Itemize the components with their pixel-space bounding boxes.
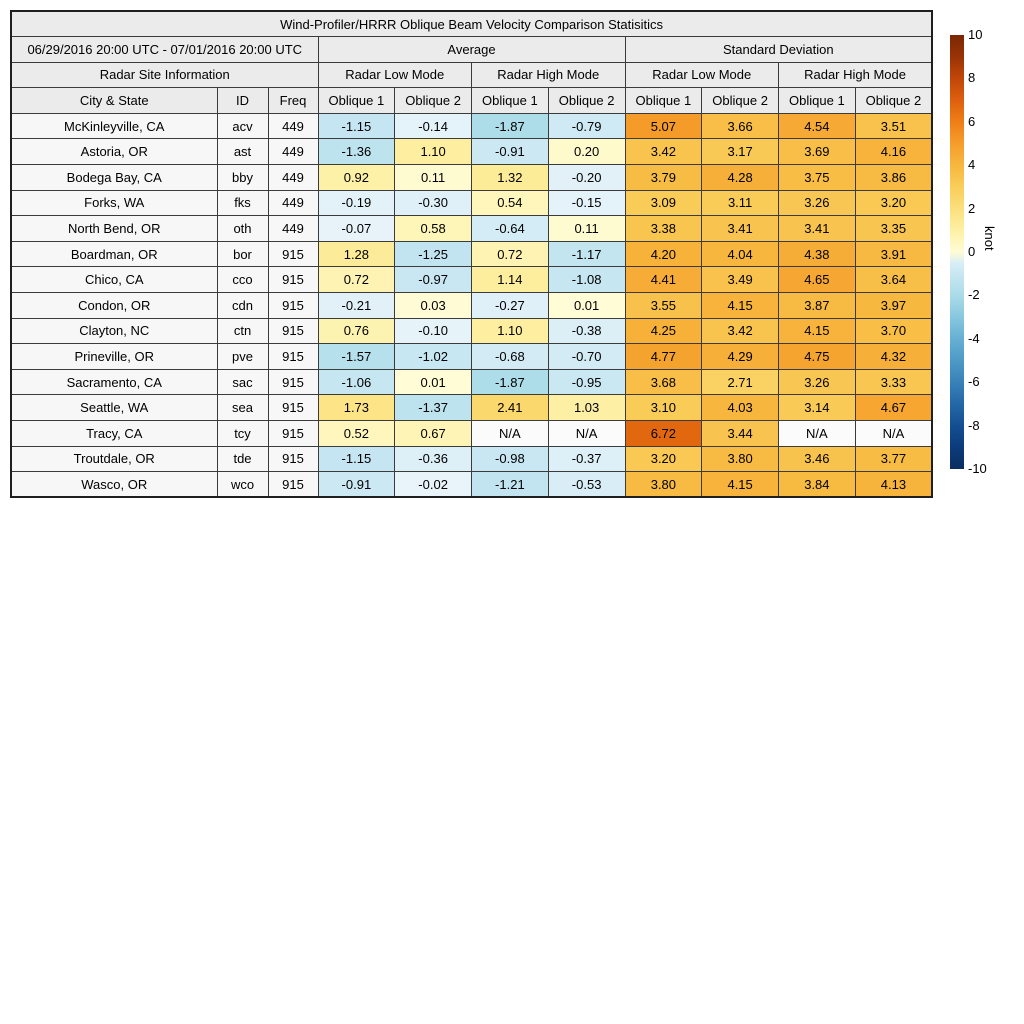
value-cell: -1.15 (318, 113, 395, 139)
value-cell: 0.72 (318, 267, 395, 293)
value-cell: -0.91 (472, 139, 549, 165)
city-cell: Astoria, OR (11, 139, 217, 165)
city-cell: McKinleyville, CA (11, 113, 217, 139)
value-cell: -1.06 (318, 369, 395, 395)
value-cell: 2.71 (702, 369, 779, 395)
value-cell: 4.04 (702, 241, 779, 267)
value-cell: 0.72 (472, 241, 549, 267)
value-cell: 3.87 (779, 293, 856, 319)
value-cell: 0.92 (318, 165, 395, 191)
value-cell: -1.87 (472, 113, 549, 139)
city-cell: Bodega Bay, CA (11, 165, 217, 191)
value-cell: 4.32 (855, 344, 932, 370)
value-cell: 0.11 (548, 216, 625, 242)
value-cell: -1.37 (395, 395, 472, 421)
col-oblique1: Oblique 1 (779, 88, 856, 114)
value-cell: -0.79 (548, 113, 625, 139)
value-cell: 4.03 (702, 395, 779, 421)
sd-low-mode-header: Radar Low Mode (625, 62, 779, 88)
value-cell: 3.20 (625, 446, 702, 472)
site-id-cell: oth (217, 216, 268, 242)
value-cell: -0.15 (548, 190, 625, 216)
site-id-cell: pve (217, 344, 268, 370)
colorbar-tick-label: 0 (968, 244, 976, 259)
value-cell: -1.08 (548, 267, 625, 293)
table-row (11, 165, 932, 191)
value-cell: 5.07 (625, 113, 702, 139)
stats-table (10, 10, 933, 498)
site-id-cell: sea (217, 395, 268, 421)
value-cell: -0.30 (395, 190, 472, 216)
table-row (11, 267, 932, 293)
value-cell: -0.20 (548, 165, 625, 191)
value-cell: 6.72 (625, 421, 702, 447)
value-cell: -0.64 (472, 216, 549, 242)
table-row (11, 344, 932, 370)
date-range: 06/29/2016 20:00 UTC - 07/01/2016 20:00 UTC (11, 37, 318, 63)
value-cell: 3.86 (855, 165, 932, 191)
value-cell: -0.36 (395, 446, 472, 472)
colorbar-tick-label: -10 (968, 461, 987, 476)
city-cell: Wasco, OR (11, 472, 217, 498)
value-cell: 3.64 (855, 267, 932, 293)
section-std-dev: Standard Deviation (625, 37, 932, 63)
city-cell: Troutdale, OR (11, 446, 217, 472)
value-cell: 3.49 (702, 267, 779, 293)
city-cell: Forks, WA (11, 190, 217, 216)
value-cell: 3.20 (855, 190, 932, 216)
value-cell: 4.15 (702, 472, 779, 498)
value-cell: 3.09 (625, 190, 702, 216)
value-cell: 4.13 (855, 472, 932, 498)
mode-row (11, 62, 932, 88)
value-cell: -0.95 (548, 369, 625, 395)
value-cell: 3.42 (702, 318, 779, 344)
value-cell: -0.53 (548, 472, 625, 498)
table-row (11, 472, 932, 498)
value-cell: -0.27 (472, 293, 549, 319)
site-id-cell: cco (217, 267, 268, 293)
value-cell: 1.28 (318, 241, 395, 267)
city-cell: Clayton, NC (11, 318, 217, 344)
value-cell: 3.77 (855, 446, 932, 472)
value-cell: -1.87 (472, 369, 549, 395)
section-row (11, 37, 932, 63)
value-cell: 3.97 (855, 293, 932, 319)
value-cell: 3.17 (702, 139, 779, 165)
table-row (11, 421, 932, 447)
value-cell: N/A (548, 421, 625, 447)
value-cell: 3.38 (625, 216, 702, 242)
city-cell: Sacramento, CA (11, 369, 217, 395)
value-cell: 0.67 (395, 421, 472, 447)
site-id-cell: ast (217, 139, 268, 165)
value-cell: 1.10 (472, 318, 549, 344)
value-cell: 3.35 (855, 216, 932, 242)
value-cell: 3.41 (702, 216, 779, 242)
value-cell: -0.98 (472, 446, 549, 472)
value-cell: 4.75 (779, 344, 856, 370)
city-cell: Chico, CA (11, 267, 217, 293)
value-cell: 4.54 (779, 113, 856, 139)
value-cell: 3.80 (625, 472, 702, 498)
value-cell: 0.01 (548, 293, 625, 319)
table-row (11, 113, 932, 139)
site-id-cell: ctn (217, 318, 268, 344)
value-cell: 3.33 (855, 369, 932, 395)
section-average: Average (318, 37, 625, 63)
value-cell: N/A (472, 421, 549, 447)
value-cell: 4.16 (855, 139, 932, 165)
site-id-cell: acv (217, 113, 268, 139)
value-cell: -0.38 (548, 318, 625, 344)
sd-high-mode-header: Radar High Mode (779, 62, 933, 88)
freq-cell: 915 (268, 344, 318, 370)
table-row (11, 190, 932, 216)
site-id-cell: tcy (217, 421, 268, 447)
table-row (11, 139, 932, 165)
value-cell: 0.01 (395, 369, 472, 395)
value-cell: -1.15 (318, 446, 395, 472)
colorbar-tick-label: 6 (968, 113, 976, 129)
colorbar-tick-label: -6 (968, 374, 980, 390)
value-cell: 4.41 (625, 267, 702, 293)
value-cell: 4.29 (702, 344, 779, 370)
value-cell: 1.73 (318, 395, 395, 421)
value-cell: 0.58 (395, 216, 472, 242)
value-cell: 3.26 (779, 369, 856, 395)
value-cell: 0.20 (548, 139, 625, 165)
col-oblique2: Oblique 2 (395, 88, 472, 114)
value-cell: 3.55 (625, 293, 702, 319)
column-header-row (11, 88, 932, 114)
value-cell: 3.11 (702, 190, 779, 216)
col-oblique1: Oblique 1 (318, 88, 395, 114)
city-cell: Boardman, OR (11, 241, 217, 267)
value-cell: -0.07 (318, 216, 395, 242)
colorbar-tick-label: 4 (968, 157, 976, 173)
colorbar-unit-label: knot (982, 226, 997, 251)
site-id-cell: bby (217, 165, 268, 191)
value-cell: 1.14 (472, 267, 549, 293)
table-row (11, 293, 932, 319)
col-oblique2: Oblique 2 (702, 88, 779, 114)
value-cell: 0.11 (395, 165, 472, 191)
value-cell: 3.91 (855, 241, 932, 267)
col-oblique2: Oblique 2 (855, 88, 932, 114)
city-cell: Condon, OR (11, 293, 217, 319)
title-row (11, 11, 932, 37)
freq-cell: 915 (268, 395, 318, 421)
value-cell: 0.76 (318, 318, 395, 344)
value-cell: 1.10 (395, 139, 472, 165)
freq-cell: 915 (268, 293, 318, 319)
colorbar-tick-label: 10 (968, 27, 983, 42)
table-row (11, 216, 932, 242)
table-title: Wind-Profiler/HRRR Oblique Beam Velocity Comparison Statisitics (11, 11, 932, 37)
value-cell: 3.44 (702, 421, 779, 447)
col-freq: Freq (268, 88, 318, 114)
freq-cell: 449 (268, 165, 318, 191)
colorbar-tick-label: 8 (968, 70, 976, 86)
site-id-cell: cdn (217, 293, 268, 319)
city-cell: Prineville, OR (11, 344, 217, 370)
value-cell: 0.52 (318, 421, 395, 447)
value-cell: N/A (855, 421, 932, 447)
value-cell: 3.26 (779, 190, 856, 216)
col-id: ID (217, 88, 268, 114)
value-cell: -0.70 (548, 344, 625, 370)
freq-cell: 915 (268, 267, 318, 293)
value-cell: 3.66 (702, 113, 779, 139)
value-cell: 3.79 (625, 165, 702, 191)
value-cell: 3.46 (779, 446, 856, 472)
value-cell: -0.19 (318, 190, 395, 216)
freq-cell: 915 (268, 318, 318, 344)
value-cell: 3.10 (625, 395, 702, 421)
freq-cell: 915 (268, 472, 318, 498)
value-cell: -1.02 (395, 344, 472, 370)
colorbar-tick-label: -4 (968, 330, 980, 346)
value-cell: 3.80 (702, 446, 779, 472)
value-cell: 4.28 (702, 165, 779, 191)
value-cell: 3.14 (779, 395, 856, 421)
freq-cell: 915 (268, 421, 318, 447)
site-id-cell: bor (217, 241, 268, 267)
value-cell: 4.15 (779, 318, 856, 344)
site-id-cell: wco (217, 472, 268, 498)
value-cell: -0.02 (395, 472, 472, 498)
value-cell: -1.25 (395, 241, 472, 267)
value-cell: 0.03 (395, 293, 472, 319)
value-cell: 1.03 (548, 395, 625, 421)
freq-cell: 915 (268, 369, 318, 395)
table-row (11, 369, 932, 395)
table-row (11, 395, 932, 421)
value-cell: -0.97 (395, 267, 472, 293)
value-cell: 4.38 (779, 241, 856, 267)
value-cell: 3.51 (855, 113, 932, 139)
colorbar-tick-label: -2 (968, 287, 980, 303)
table-body (11, 113, 932, 497)
colorbar-gradient (950, 35, 964, 469)
avg-high-mode-header: Radar High Mode (472, 62, 626, 88)
value-cell: 1.32 (472, 165, 549, 191)
value-cell: 3.68 (625, 369, 702, 395)
colorbar-tick-label: 2 (968, 200, 976, 216)
value-cell: 4.67 (855, 395, 932, 421)
value-cell: -0.10 (395, 318, 472, 344)
value-cell: -0.68 (472, 344, 549, 370)
value-cell: 4.20 (625, 241, 702, 267)
freq-cell: 449 (268, 139, 318, 165)
value-cell: 0.54 (472, 190, 549, 216)
freq-cell: 449 (268, 113, 318, 139)
colorbar-tick-label: -8 (968, 417, 980, 433)
value-cell: 3.69 (779, 139, 856, 165)
city-cell: Tracy, CA (11, 421, 217, 447)
value-cell: -1.17 (548, 241, 625, 267)
value-cell: -0.91 (318, 472, 395, 498)
value-cell: -0.14 (395, 113, 472, 139)
value-cell: 4.65 (779, 267, 856, 293)
site-id-cell: fks (217, 190, 268, 216)
avg-low-mode-header: Radar Low Mode (318, 62, 472, 88)
value-cell: -1.21 (472, 472, 549, 498)
value-cell: 4.77 (625, 344, 702, 370)
col-oblique1: Oblique 1 (472, 88, 549, 114)
table-row (11, 446, 932, 472)
freq-cell: 449 (268, 216, 318, 242)
value-cell: 3.84 (779, 472, 856, 498)
value-cell: 4.15 (702, 293, 779, 319)
value-cell: 3.41 (779, 216, 856, 242)
freq-cell: 915 (268, 241, 318, 267)
value-cell: 3.42 (625, 139, 702, 165)
city-cell: North Bend, OR (11, 216, 217, 242)
col-oblique1: Oblique 1 (625, 88, 702, 114)
value-cell: 2.41 (472, 395, 549, 421)
value-cell: -1.57 (318, 344, 395, 370)
value-cell: 4.25 (625, 318, 702, 344)
value-cell: -0.37 (548, 446, 625, 472)
col-oblique2: Oblique 2 (548, 88, 625, 114)
value-cell: N/A (779, 421, 856, 447)
section-site-info: Radar Site Information (11, 62, 318, 88)
city-cell: Seattle, WA (11, 395, 217, 421)
table-row (11, 318, 932, 344)
value-cell: 3.75 (779, 165, 856, 191)
site-id-cell: tde (217, 446, 268, 472)
value-cell: 3.70 (855, 318, 932, 344)
site-id-cell: sac (217, 369, 268, 395)
value-cell: -0.21 (318, 293, 395, 319)
value-cell: -1.36 (318, 139, 395, 165)
freq-cell: 915 (268, 446, 318, 472)
table-row (11, 241, 932, 267)
freq-cell: 449 (268, 190, 318, 216)
col-city-state: City & State (11, 88, 217, 114)
